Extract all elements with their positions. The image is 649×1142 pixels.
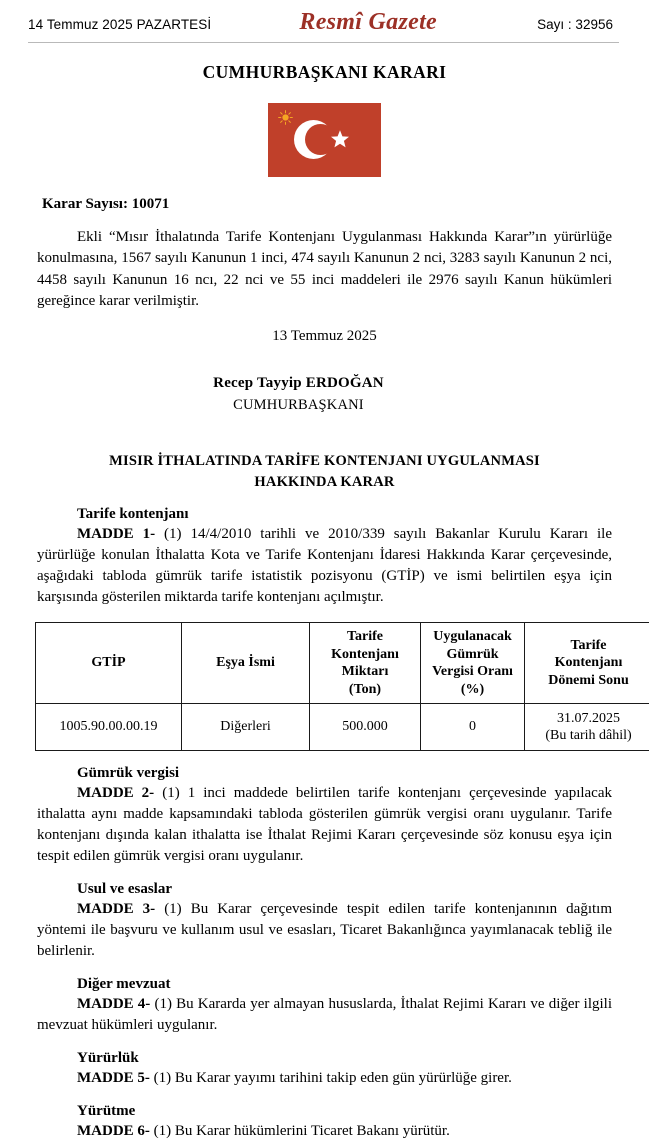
sun-burst-icon xyxy=(278,110,293,125)
article-body-2 xyxy=(37,783,612,867)
article-text-1: (1) 14/4/2010 tarihli ve 2010/339 sayılı Bakanlar Kurulu Kararı ile yürürlüğe konulan İthalatta Kota ve Tarife Kontenjanı İdaresi Hakkında Karar çerçevesinde, aşağıdaki tabloda gümrük tarife istatistik pozisyonu (GTİP) ve ismi belirtilen eşya için karşısında gösterilen miktarda tarife kontenjanı açılmıştır. xyxy=(37,526,612,605)
cell-vergi-orani: 0 xyxy=(421,704,525,751)
regulation-title: MISIR İTHALATINDA TARİFE KONTENJANI UYGULANMASI HAKKINDA KARAR xyxy=(76,451,573,493)
article-text-3: (1) Bu Karar çerçevesinde tespit edilen tarife kontenjanının dağıtım yöntemi ile başvuru ve kullanım usul ve esasları, Ticaret Bakanlığınca yayımlanacak tebliğ ile belirlenir. xyxy=(37,901,612,959)
quota-table xyxy=(35,622,649,751)
article-label-2: MADDE 2- xyxy=(77,785,154,801)
star-icon xyxy=(330,129,350,149)
cell-esya-ismi: Diğerleri xyxy=(182,704,310,751)
header-line: Kontenjanı xyxy=(528,654,649,672)
article-body-5 xyxy=(37,1068,612,1089)
header-line: Vergisi Oranı xyxy=(424,663,521,681)
article-heading-1: Tarife kontenjanı xyxy=(77,506,612,523)
turkish-flag-icon xyxy=(268,103,381,177)
article-text-2: (1) 1 inci maddede belirtilen tarife kontenjanı çerçevesinde yapılacak ithalatta aynı madde kapsamındaki tabloda gösterilen gümrük vergisi oranı uygulanır. Tarife kontenjanı dışında kalan ithalatta ise İthalat Rejimi Kararı çerçevesinde söz konusu eşya için tespit edilen gümrük vergisi oranı uygulanır. xyxy=(37,785,612,864)
header-line: (Ton) xyxy=(313,681,417,699)
column-header-miktar xyxy=(310,623,421,704)
article-section-6 xyxy=(37,1103,612,1142)
article-section-4 xyxy=(37,976,612,1036)
header-line: Kontenjanı xyxy=(313,646,417,664)
column-header-esya-ismi xyxy=(182,623,310,704)
header-line: Gümrük xyxy=(424,646,521,664)
masthead-divider xyxy=(28,42,619,43)
donem-sonu-date: 31.07.2025 xyxy=(528,710,649,728)
decision-number: Karar Sayısı: 10071 xyxy=(42,196,649,213)
article-label-5: MADDE 5- xyxy=(77,1070,150,1086)
masthead xyxy=(0,0,649,36)
article-heading-5: Yürürlük xyxy=(77,1050,612,1067)
header-line: Uygulanacak xyxy=(424,628,521,646)
article-heading-3: Usul ve esaslar xyxy=(77,881,612,898)
article-section-5 xyxy=(37,1050,612,1089)
header-line: Tarife xyxy=(528,637,649,655)
article-section-2 xyxy=(37,765,612,867)
article-text-6: (1) Bu Karar hükümlerini Ticaret Bakanı yürütür. xyxy=(150,1123,450,1139)
cell-miktar: 500.000 xyxy=(310,704,421,751)
cell-gtip: 1005.90.00.00.19 xyxy=(36,704,182,751)
column-header-gtip xyxy=(36,623,182,704)
header-line: Tarife xyxy=(313,628,417,646)
article-body-4 xyxy=(37,994,612,1036)
signature-block xyxy=(0,375,597,414)
column-header-vergi-orani xyxy=(421,623,525,704)
table-row xyxy=(36,704,649,751)
header-line: Eşya İsmi xyxy=(185,654,306,672)
article-text-4: (1) Bu Kararda yer almayan hususlarda, İthalat Rejimi Kararı ve diğer ilgili mevzuat hükümleri uygulanır. xyxy=(37,996,612,1033)
article-label-1: MADDE 1- xyxy=(77,526,155,542)
article-body-1 xyxy=(37,524,612,608)
article-label-4: MADDE 4- xyxy=(77,996,150,1012)
article-section-1 xyxy=(37,506,612,608)
header-line: Miktarı xyxy=(313,663,417,681)
header-line: (%) xyxy=(424,681,521,699)
decision-date: 13 Temmuz 2025 xyxy=(0,328,649,345)
header-line: Dönemi Sonu xyxy=(528,672,649,690)
document-title: CUMHURBAŞKANI KARARI xyxy=(0,62,649,83)
article-heading-6: Yürütme xyxy=(77,1103,612,1120)
gazette-title: Resmî Gazete xyxy=(299,9,437,36)
signatory-role: CUMHURBAŞKANI xyxy=(0,397,597,414)
article-label-3: MADDE 3- xyxy=(77,901,155,917)
quota-table-container xyxy=(35,622,612,751)
article-body-6 xyxy=(37,1121,612,1142)
table-header-row xyxy=(36,623,649,704)
article-section-3 xyxy=(37,881,612,962)
emblem-container xyxy=(0,103,649,177)
cell-donem-sonu xyxy=(525,704,649,751)
article-label-6: MADDE 6- xyxy=(77,1123,150,1139)
column-header-donem-sonu xyxy=(525,623,649,704)
signatory-name: Recep Tayyip ERDOĞAN xyxy=(0,375,597,392)
article-heading-2: Gümrük vergisi xyxy=(77,765,612,782)
header-line: GTİP xyxy=(39,654,178,672)
donem-sonu-note: (Bu tarih dâhil) xyxy=(528,727,649,745)
publication-date: 14 Temmuz 2025 PAZARTESİ xyxy=(28,17,211,32)
article-heading-4: Diğer mevzuat xyxy=(77,976,612,993)
article-body-3 xyxy=(37,899,612,962)
article-text-5: (1) Bu Karar yayımı tarihini takip eden gün yürürlüğe girer. xyxy=(150,1070,512,1086)
decision-intro-paragraph: Ekli “Mısır İthalatında Tarife Kontenjanı Uygulanması Hakkında Karar”ın yürürlüğe konulmasına, 1567 sayılı Kanunun 1 inci, 474 sayılı Kanunun 2 nci, 3283 sayılı Kanunun 2 nci, 4458 sayılı Kanunun 16 ncı, 22 nci ve 55 inci maddeleri ile 2976 sayılı Kanun hükümleri gereğince karar verilmiştir. xyxy=(37,227,612,312)
issue-number: Sayı : 32956 xyxy=(537,17,613,32)
